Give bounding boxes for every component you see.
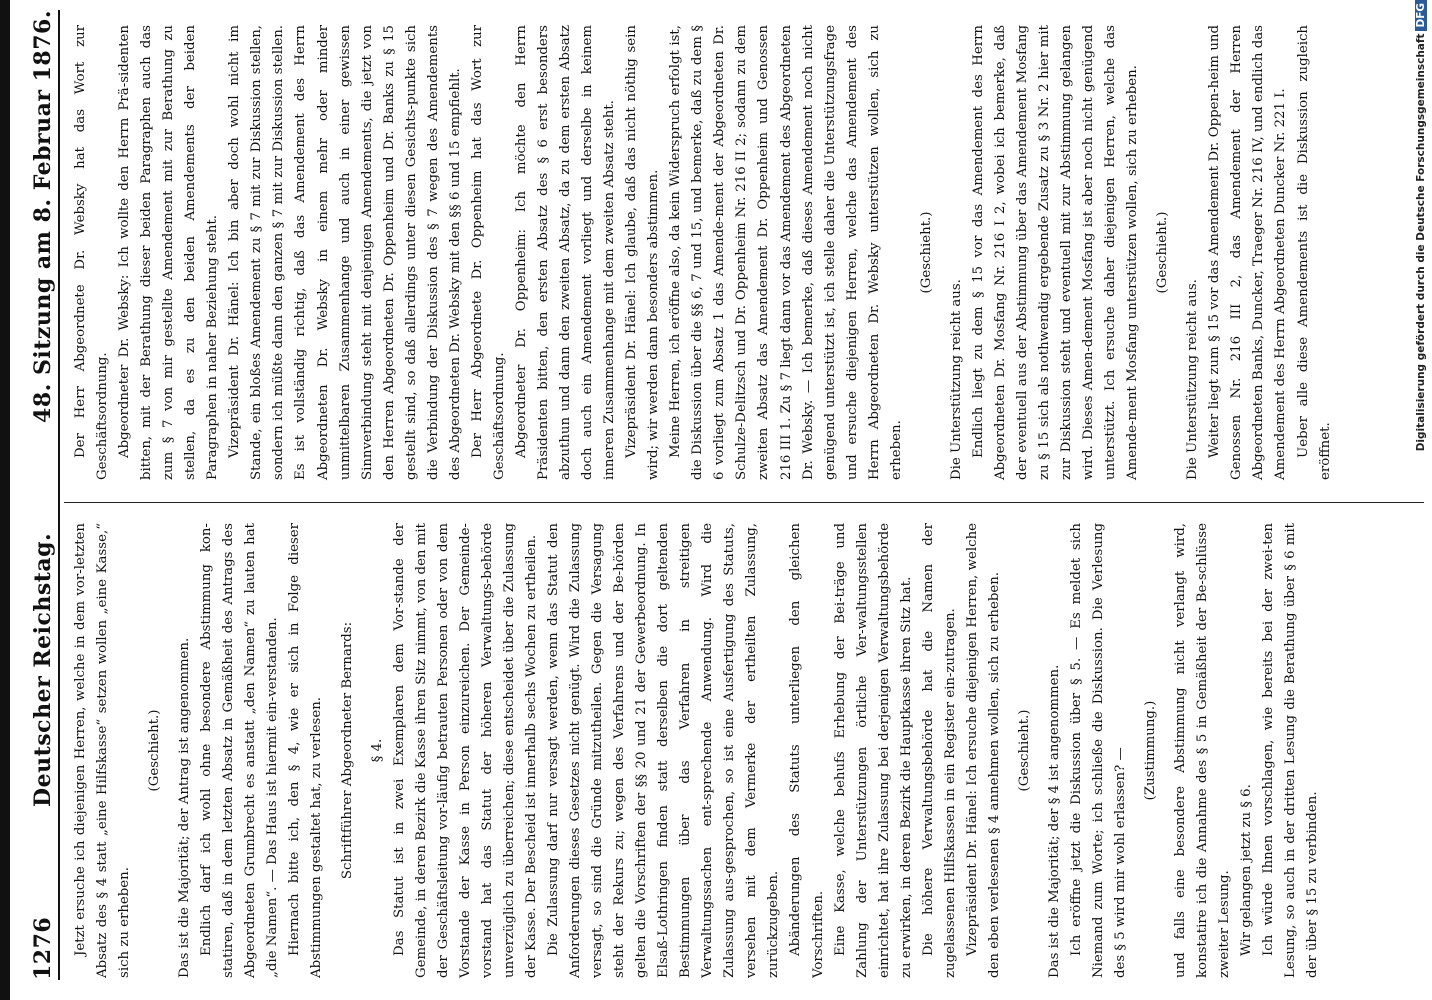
stage-direction: (Geschieht.) <box>918 211 934 294</box>
section-heading: § 4. <box>369 738 385 763</box>
paragraph: Vizepräsident Dr. Hänel: Ich ersuche diejenigen Herren, welche den eben verlesenen § 4 annehmen wollen, sich zu erheben. <box>964 523 1002 978</box>
header-rule <box>58 10 60 980</box>
column-divider <box>64 502 1424 503</box>
paragraph: Abänderungen des Statuts unterliegen den gleichen Vorschriften. <box>788 523 826 978</box>
paragraph: Hiernach bitte ich, den § 4, wie er sich in Folge dieser Abstimmungen gestaltet hat, zu verlesen. <box>287 523 325 978</box>
paragraph: Meine Herren, ich eröffne also, da kein Widerspruch erfolgt ist, die Diskussion über die §§ 6, 7 und 15, und bemerke, daß zu dem § 6 vorliegt zum Absatz 1 das Amende-ment der Abgeordneten Dr. Schulze-Delitzsch und Dr. Oppenheim Nr. 216 II 2; sodann zu dem zweiten Absatz das Amendement Dr. Oppenheim und Genossen 216 III 1. Zu § 7 liegt dann vor das Amendement des Abgeordneten Dr. Websky. — Ich bemerke, daß dieses Amendement noch nicht genügend unterstützt ist, ich stelle daher die Unterstützungsfrage und ersuche diejenigen Herren, welche das Amendement des Herrn Abgeordneten Dr. Websky unterstützen wollen, sich zu erheben. <box>668 25 904 480</box>
paragraph: Die Unterstützung reicht aus. <box>1185 279 1201 480</box>
paragraph: Das ist die Majorität; der Antrag ist angenommen. <box>177 637 193 978</box>
paragraph: Eine Kasse, welche behufs Erhebung der Bei-träge und Zahlung der Unterstützungen örtliche Ver-waltungsstellen einrichtet, hat ihre Zulassung bei derjenigen Verwaltungsbehörde zu erwirken, in deren Bezirk die Hauptkasse ihren Sitz hat. <box>832 523 914 978</box>
paragraph: Endlich darf ich wohl ohne besondere Abstimmung kon-statiren, daß in dem letzten Absatz in Gemäßheit des Antrags des Abgeordneten Grumbrecht es anstatt „den Namen“ zu lauten hat „die Namen“. — Das Haus ist hiermit ein-verstanden. <box>199 523 281 978</box>
paragraph: Ich eröffne jetzt die Diskussion über § 5. — Es meldet sich Niemand zum Worte; ich schließe die Diskussion. Die Verlesung des § 5 wird mir wohl erlassen? — <box>1069 523 1129 978</box>
scan-edge <box>0 0 10 1000</box>
paragraph: Wir gelangen jetzt zu § 6. <box>1239 784 1255 956</box>
page-number: 1276 <box>30 916 56 980</box>
stage-direction: (Geschieht.) <box>1155 211 1171 294</box>
paragraph: Jetzt ersuche ich diejenigen Herren, welche in dem vor-letzten Absatz des § 4 statt „eine Hilfskasse“ setzen wollen „eine Kasse,“ sich zu erheben. <box>73 523 133 978</box>
session-title: 48. Sitzung am 8. Februar 1876. <box>30 10 56 423</box>
stage-direction: Schriftführer Abgeordneter Bernards: <box>339 621 355 880</box>
right-column <box>70 25 1337 480</box>
paragraph: Abgeordneter Dr. Websky: Ich wollte den Herrn Prä-sidenten bitten, mit der Berathung dieser beiden Paragraphen auch das zum § 7 von mir gestellte Amendement mit zur Berathung zu stellen, da es zu den beiden Amendements der beiden Paragraphen in naher Beziehung steht. <box>117 25 221 480</box>
paragraph: Die höhere Verwaltungsbehörde hat die Namen der zugelassenen Hilfskassen in ein Register ein-zutragen. <box>920 523 958 978</box>
paragraph: Vizepräsident Dr. Hänel: Ich glaube, daß das nicht nöthig sein wird; wir werden dann besonders abstimmen. <box>624 25 662 480</box>
credit-text: Digitalisierung gefördert durch die Deutsche Forschungsgemeinschaft <box>1415 33 1427 452</box>
stage-direction: (Geschieht.) <box>1016 709 1032 792</box>
paragraph: Das ist die Majorität; der § 4 ist angenommen. <box>1046 664 1062 978</box>
paragraph: Der Herr Abgeordnete Dr. Websky hat das Wort zur Geschäftsordnung. <box>73 25 111 480</box>
paragraph: Der Herr Abgeordnete Dr. Oppenheim hat das Wort zur Geschäftsordnung. <box>469 25 507 480</box>
paragraph: Die Unterstützung reicht aus. <box>948 279 964 480</box>
paragraph: und falls eine besondere Abstimmung nicht verlangt wird, konstatire ich die Annahme des § 5 in Gemäßheit der Be-schlüsse zweiter Lesung. <box>1173 523 1233 978</box>
stage-direction: (Zustimmung.) <box>1143 700 1159 801</box>
digitization-credit <box>1415 0 1431 1000</box>
publication-title: Deutscher Reichstag. <box>30 532 56 807</box>
paragraph: Weiter liegt zum § 15 vor das Amendement Dr. Oppen-heim und Genossen Nr. 216 III 2, das Amendement der Herren Abgeordneten Banks, Duncker, Traeger Nr. 216 IV, und endlich das Amendement des Herrn Abgeordneten Duncker Nr. 221 I. <box>1207 25 1289 480</box>
paragraph: Abgeordneter Dr. Oppenheim: Ich möchte den Herrn Präsidenten bitten, den ersten Absatz des § 6 erst besonders abzuthun und dann den zweiten Absatz, da zu dem ersten Absatz doch auch ein Amendement vorliegt und derselbe in keinem inneren Zusammenhange mit dem zweiten Absatz steht. <box>513 25 618 480</box>
paragraph: Vizepräsident Dr. Hänel: Ich bin aber doch wohl nicht im Stande, ein bloßes Amendement zu § 7 mit zur Diskussion stellen, sondern ich müßte dann den ganzen § 7 mit zur Diskussion stellen. Es ist vollständig richtig, daß das Amendement des Herrn Abgeordneten Dr. Websky in einem mehr oder minder unmittelbaren Zusammenhange und auch in einer gewissen Sinnverbindung steht mit denjenigen Amendements, die jetzt von den Herren Abgeordneten Dr. Oppenheim und Dr. Banks zu § 15 gestellt sind, so daß allerdings unter diesen Gesichts-punkte sich die Verbindung der Diskussion des § 7 wegen des Amendements des Abgeordneten Dr. Websky mit den §§ 6 und 15 empfiehlt. <box>227 25 463 480</box>
left-column <box>70 523 1325 978</box>
paragraph: Das Statut ist in zwei Exemplaren dem Vor-stande der Gemeinde, in deren Bezirk die Kasse ihren Sitz nimmt, von den mit der Geschäftsleitung vor-läufig betrauten Personen oder von dem Vorstande der Kasse in Person einzureichen. Der Gemeinde-vorstand hat das Statut der höheren Verwaltungs-behörde unverzüglich zu überreichen; diese entscheidet über die Zulassung der Kasse. Der Bescheid ist innerhalb sechs Wochen zu ertheilen. <box>391 523 539 978</box>
paragraph: Die Zulassung darf nur versagt werden, wenn das Statut den Anforderungen dieses Gesetzes nicht genügt. Wird die Zulassung versagt, so sind die Gründe mitzutheilen. Gegen die Versagung steht der Rekurs zu; wegen des Verfahrens und der Be-hörden gelten die Vorschriften der §§ 20 und 21 der Gewerbeordnung. In Elsaß-Lothringen finden statt derselben die dort geltenden Bestimmungen über das Verfahren in streitigen Verwaltungssachen ent-sprechende Anwendung. Wird die Zulassung aus-gesprochen, so ist eine Ausfertigung des Statuts, versehen mit dem Vermerke der ertheilten Zulassung, zurückzugeben. <box>545 523 782 978</box>
dfg-badge: DFG <box>1415 0 1427 31</box>
stage-direction: (Geschieht.) <box>147 709 163 792</box>
paragraph: Ueber alle diese Amendements ist die Diskussion zugleich eröffnet. <box>1295 25 1333 480</box>
paragraph: Endlich liegt zu dem § 15 vor das Amendement des Herrn Abgeordneten Dr. Mosfang Nr. 216 I 2, wobei ich bemerke, daß der eventuell aus der Abstimmung über das Amendement Mosfang zu § 15 sich als nothwendig ergebende Zusatz zu § 3 Nr. 2 hier mit zur Diskussion steht und eventuell mit zur Abstimmung gelangen wird. Dieses Amen-dement Mosfang ist aber noch nicht genügend unterstützt. Ich ersuche daher diejenigen Herren, welche das Amende-ment Mosfang unterstützen wollen, sich zu erheben. <box>970 25 1141 480</box>
page-header <box>12 10 56 980</box>
paragraph: Ich würde Ihnen vorschlagen, wie bereits bei der zwei-ten Lesung, so auch in der dritten Lesung die Berathung über § 6 mit der über § 15 zu verbinden. <box>1261 523 1321 978</box>
